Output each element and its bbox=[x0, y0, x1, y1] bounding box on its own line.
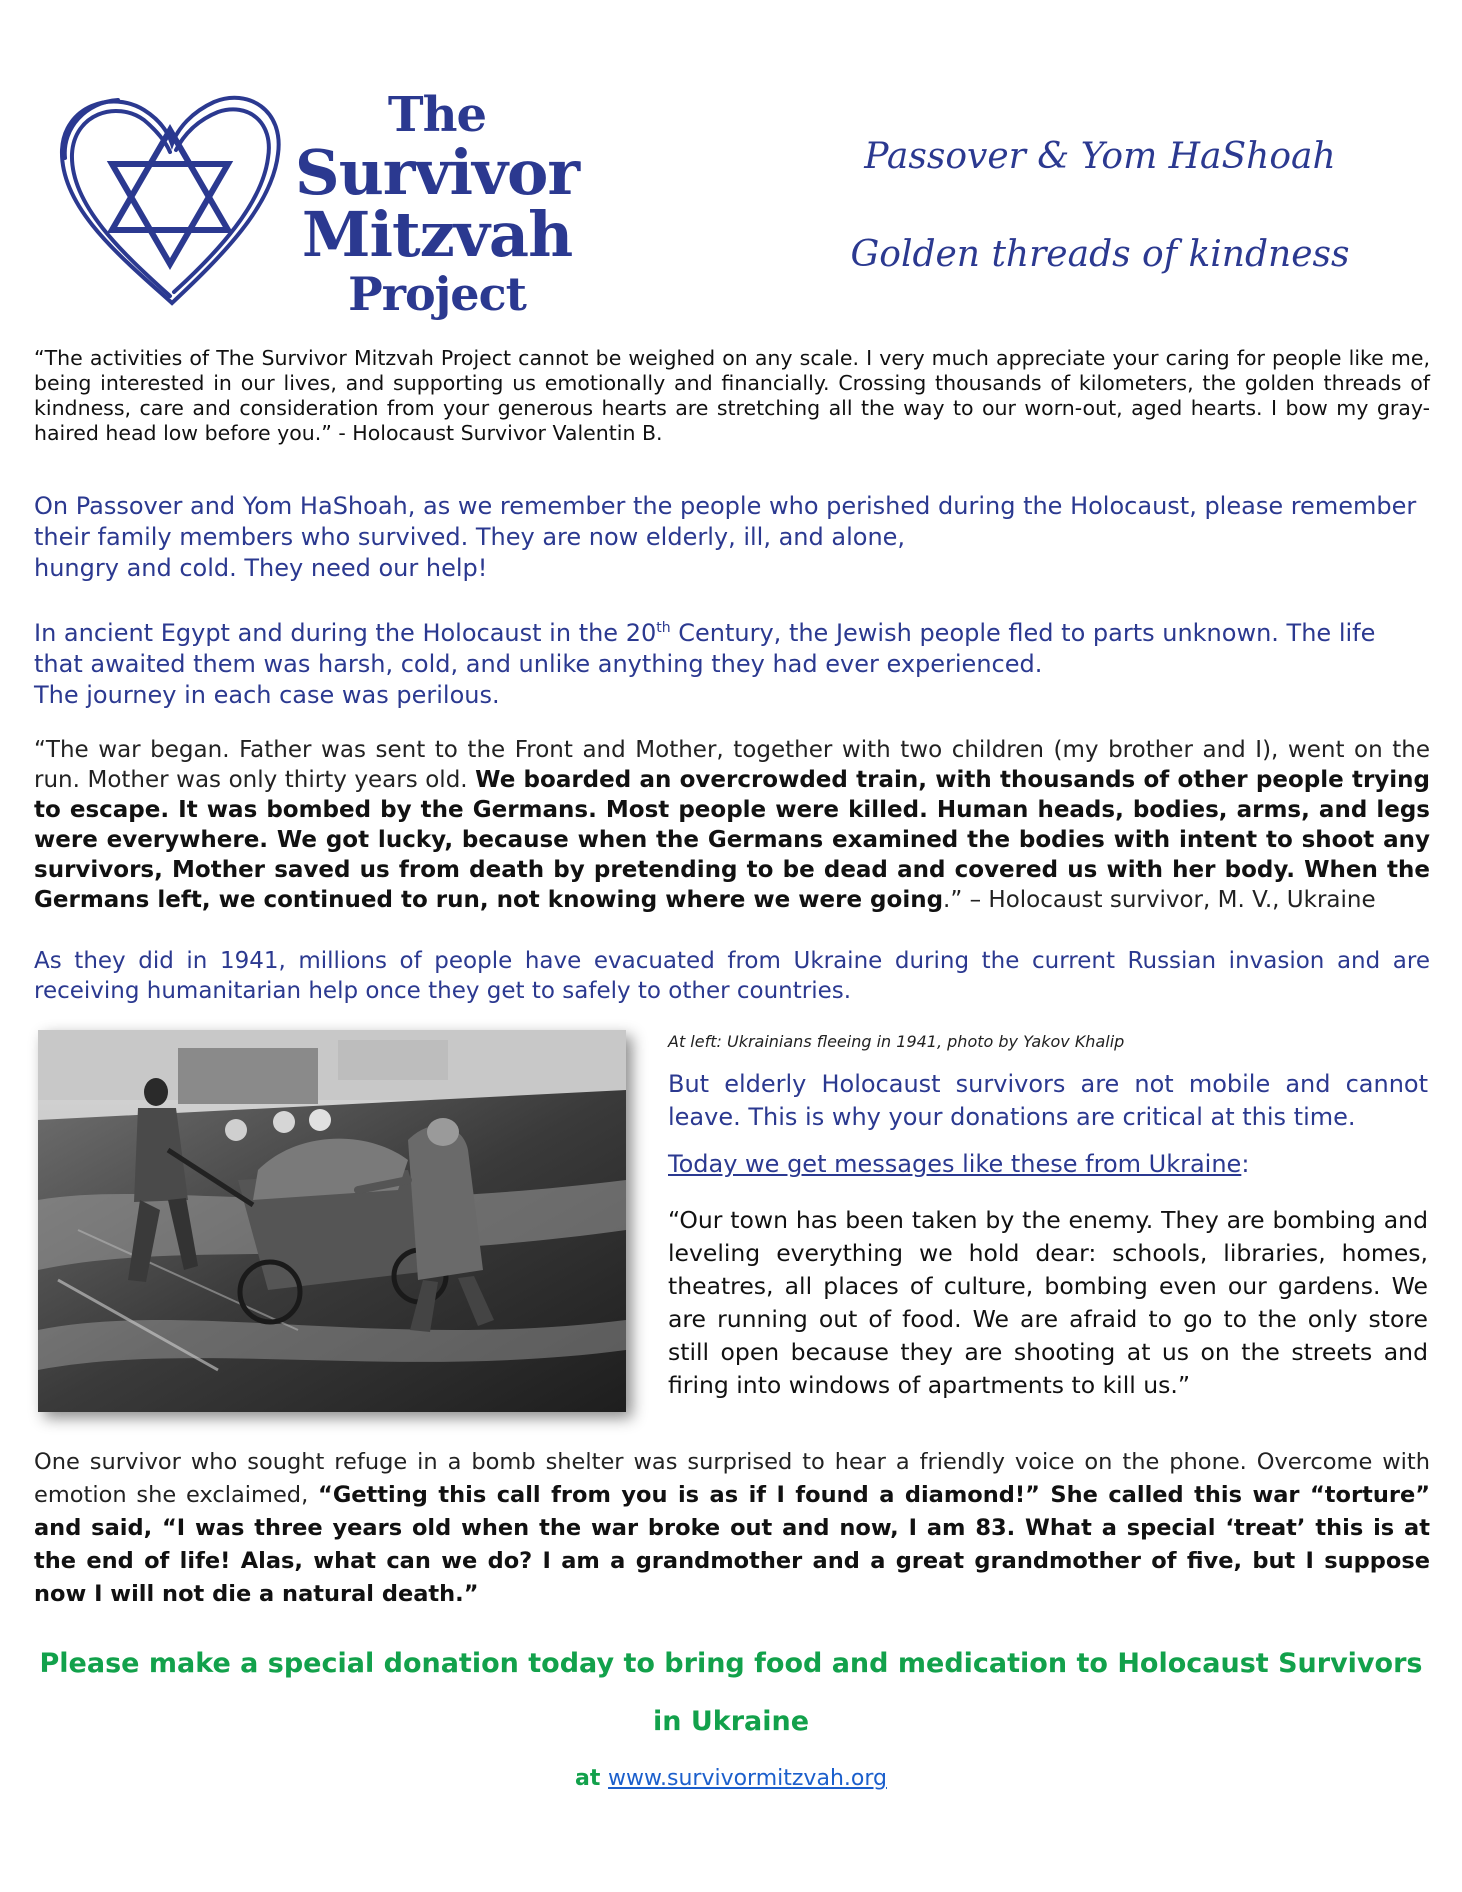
refugees-photo bbox=[38, 1030, 626, 1412]
messages-heading: Today we get messages like these from Ukraine bbox=[668, 1150, 1242, 1178]
paragraph-elderly: But elderly Holocaust survivors are not mobile and cannot leave. This is why your donations are critical at this time. bbox=[668, 1070, 1428, 1131]
logo-line-mitzvah: Mitzvah bbox=[301, 198, 573, 271]
paragraph-egypt-line3: The journey in each case was perilous. bbox=[34, 681, 500, 709]
donate-link[interactable]: www.survivormitzvah.org bbox=[608, 1766, 887, 1791]
logo bbox=[52, 87, 580, 321]
quote-town: “Our town has been taken by the enemy. They are bombing and leveling everything we hold dear: schools, libraries, homes, theatres, all places of culture, bombing even our gardens. We are running out of food. We are afraid to go to the only store still open because they are shooting at us on the streets and firing into windows of apartments to kill us.” bbox=[668, 1206, 1428, 1399]
quote-mv bbox=[34, 735, 1430, 915]
paragraph-diamond bbox=[34, 1446, 1430, 1611]
quote-mv-intro: “The war began. Father was sent to the Front and Mother, together with two children (my brother and I), went on the run. Mother was only thirty years old. bbox=[34, 737, 1430, 793]
paragraph-diamond-quote: “Getting this call from you is as if I found a diamond!” She called this war “torture” and said, “I was three years old when the war broke out and now, I am 83. What a special ‘treat’ this is at the end of life! Alas, what can we do? I am a grandmother and a great grandmother of five, but I suppose now I will not die a natural death.” bbox=[34, 1482, 1431, 1607]
paragraph-remember bbox=[34, 491, 1430, 584]
cta-line1: Please make a special donation today to bring food and medication to Holocaust Survivors bbox=[39, 1648, 1423, 1679]
paragraph-egypt-sup: th bbox=[656, 620, 671, 636]
cta-line2: in Ukraine bbox=[652, 1706, 810, 1737]
logo-wordmark bbox=[292, 88, 582, 322]
quote-mv-bold: We boarded an overcrowded train, with thousands of other people trying to escape. It was bombed by the Germans. Most people were killed. Human heads, bodies, arms, and legs were everywhere. We got lucky, because when the Germans examined the bodies with intent to shoot any survivors, Mother saved us from death by pretending to be dead and covered us with her body. When the Germans left, we continued to run, not knowing where we were going bbox=[34, 767, 1430, 913]
quote-valentin: “The activities of The Survivor Mitzvah Project cannot be weighed on any scale. I very much appreciate your caring for people like me, being interested in our lives, and supporting us emotionally and financially. Crossing thousands of kilometers, the golden threads of kindness, care and consideration from your generous hearts are stretching all the way to our worn-out, aged hearts. I bow my gray-haired head low before you.” - Holocaust Survivor Valentin B. bbox=[34, 346, 1430, 445]
paragraph-egypt-part1: In ancient Egypt and during the Holocaust in the 20 bbox=[34, 619, 657, 647]
paragraph-diamond-intro: One survivor who sought refuge in a bomb shelter was surprised to hear a friendly voice on the phone. Overcome with emotion she exclaimed, bbox=[34, 1449, 1430, 1508]
paragraph-egypt-part2: Century, the Jewish people fled to parts unknown. The life that awaited them was harsh, cold, and unlike anything they had ever experienced. bbox=[34, 619, 1376, 678]
paragraph-egypt bbox=[34, 613, 1430, 711]
cta-line3 bbox=[0, 1766, 1462, 1791]
logo-line-survivor: Survivor bbox=[294, 136, 580, 209]
paragraph-1941: As they did in 1941, millions of people have evacuated from Ukraine during the current Russian invasion and are receiving humanitarian help once they get to safely to other countries. bbox=[34, 948, 1430, 1004]
header-subtitle: Golden threads of kindness bbox=[850, 234, 1350, 275]
header-title: Passover & Yom HaShoah bbox=[864, 136, 1336, 177]
messages-colon: : bbox=[1241, 1150, 1250, 1178]
photo-caption: At left: Ukrainians fleeing in 1941, photo by Yakov Khalip bbox=[668, 1032, 1125, 1051]
paragraph-messages bbox=[668, 1148, 1428, 1181]
star-of-david-heart-icon bbox=[52, 88, 292, 318]
logo-line-project: Project bbox=[348, 267, 526, 321]
paragraph-remember-line1: On Passover and Yom HaShoah, as we remember the people who perished during the Holocaust, please remember their family members who survived. They are now elderly, ill, and alone, bbox=[34, 492, 1417, 551]
cta-at: at bbox=[575, 1766, 609, 1791]
paragraph-remember-line2: hungry and cold. They need our help! bbox=[34, 554, 488, 582]
logo-line-the: The bbox=[387, 87, 487, 143]
quote-mv-attribution: .” – Holocaust survivor, M. V., Ukraine bbox=[943, 887, 1376, 913]
